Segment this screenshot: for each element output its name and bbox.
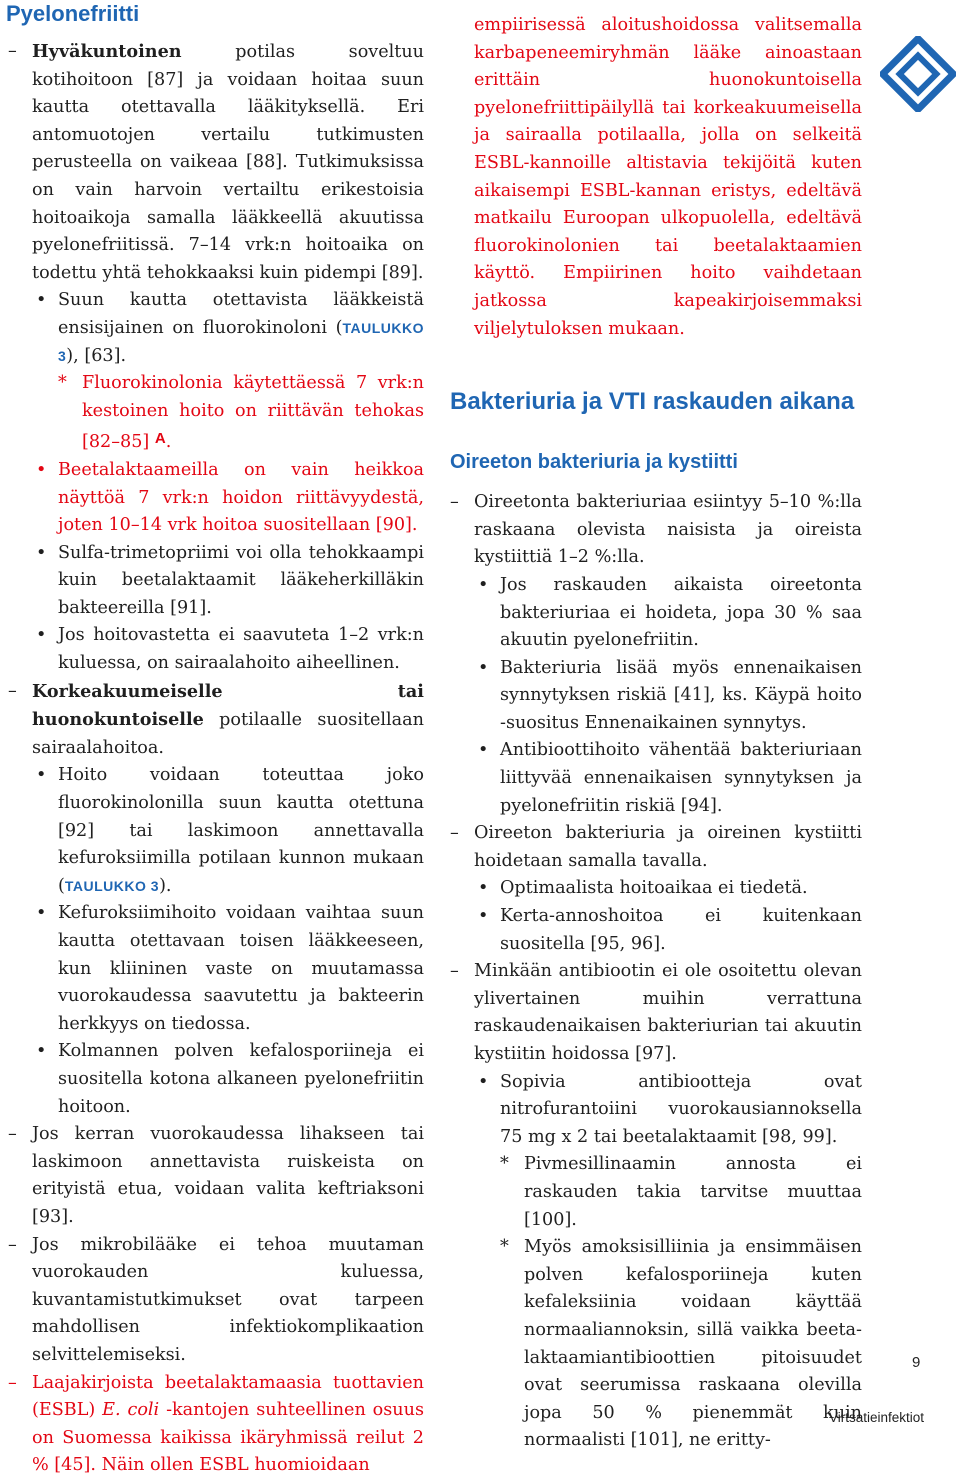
list-item: – Oireeton bakteriuria ja oireinen kystiitti hoidetaan samalla tavalla. xyxy=(448,820,862,875)
subsection-heading: Oireeton bakteriuria ja kystiitti xyxy=(450,451,738,474)
bullet-marker: • xyxy=(478,1071,489,1092)
dash-marker: – xyxy=(8,41,17,61)
list-item: • Sulfa-trimetopriimi voi olla tehokkaampi kuin beetalaktaamit lääkeherkilläkin bakteereilla [91]. xyxy=(6,540,424,623)
list-item: – Minkään antibiootin ei ole osoitettu olevan ylivertainen muihin verrattuna raskaudenaikaisen bakteriurian tai akuutin kystiitin hoidossa [97]. xyxy=(448,958,862,1068)
continued-paragraph: empiirisessä aloitushoidossa valitsemalla karbapeneemiryhmän lääke ainoastaan erittäin huonokuntoisella pyelonefriittipäilyllä tai korkeakuumeisella ja sairaalla potilaalla, jolla on selkeitä ESBL-kannoille altistavia tekijöitä kuten aikaisempi ESBL-kannan eristys, edeltävä matkailu Euroopan ulkopuolella, edeltävä fluorokinolonien tai beetalaktaamien käyttö. Empiirinen hoito vaihdetaan jatkossa kapeakirjoisemmaksi viljelytuloksen mukaan. xyxy=(474,15,862,339)
dash-marker: – xyxy=(450,492,459,513)
bullet-marker: • xyxy=(36,1041,47,1062)
dash-marker: – xyxy=(450,961,459,982)
list-item: • Jos hoitovastetta ei saavuteta 1–2 vrk:n kuluessa, on sairaalahoito aiheellinen. xyxy=(6,622,424,677)
dash-marker: – xyxy=(8,680,17,701)
diamond-logo-icon xyxy=(880,36,956,112)
list-item: – Jos mikrobilääke ei tehoa muutaman vuorokauden kuluessa, kuvantamistutkimukset ovat tarpeen mahdollisen infektiokomplikaation selvittelemiseksi. xyxy=(6,1232,424,1370)
list-item: • Hoito voidaan toteuttaa joko fluorokinolonilla suun kautta otettuna [92] tai laskimoon annettavalla kefuroksiimilla potilaan kunnon mukaan (TAULUKKO 3). xyxy=(6,762,424,900)
list-item: • Beetalaktaameilla on vain heikkoa näyttöä 7 vrk:n hoidon riittävyydestä, joten 10–14 vrk hoitoa suositellaan [90]. xyxy=(6,457,424,540)
list-item: • Kerta-annoshoitoa ei kuitenkaan suositella [95, 96]. xyxy=(448,903,862,958)
list-item: * Myös amoksisilliinia ja ensimmäisen polven kefalosporiineja kuten kefaleksiinia voidaan käyttää normaaliannoksin, sillä vaikka beeta-laktaamiantibioottien pitoisuudet ovat seerumissa raskaana olevilla jopa 50 % pienemmät kuin normaalisti [101], ne eritty- xyxy=(448,1234,862,1455)
bullet-marker: • xyxy=(36,290,47,311)
section-heading: Bakteriuria ja VTI raskauden aikana xyxy=(450,388,855,416)
list-item: * Fluorokinolonia käytettäessä 7 vrk:n kestoinen hoito on riittävän tehokas [82–85] A. xyxy=(6,370,424,457)
right-column xyxy=(448,0,862,1455)
bullet-marker: • xyxy=(36,542,47,563)
list-item: • Antibioottihoito vähentää bakteriuriaan liittyvää ennenaikaisen synnytyksen ja pyelonefriitin riskiä [94]. xyxy=(448,737,862,820)
evidence-grade: A xyxy=(154,430,166,448)
list-item: • Bakteriuria lisää myös ennenaikaisen synnytyksen riskiä [41], ks. Käypä hoito -suositus Ennenaikainen synnytys. xyxy=(448,655,862,738)
footer-title: Virtsatieinfektiot xyxy=(828,1410,924,1425)
list-item: – Hyväkuntoinen potilas soveltuu kotihoitoon [87] ja voidaan hoitaa suun kautta otettavalla lääkityksellä. Eri antomuotojen vertailu tutkimusten perusteella on vaikeaa [88]. Tutkimuksissa on vain harvoin vertailtu erikestoisia hoitoaikoja samalla lääkkeellä akuutissa pyelonefriitissä. 7–14 vrk:n hoitoaika on todettu yhtä tehokkaaksi kuin pidempi [89]. xyxy=(6,38,424,287)
list-item: – Oireetonta bakteriuriaa esiintyy 5–10 %:lla raskaana olevista naisista ja oireista kystiittiä 1–2 %:lla. xyxy=(448,489,862,572)
bullet-marker: • xyxy=(36,765,47,786)
dash-marker: – xyxy=(8,1234,17,1255)
list-item: * Pivmesillinaamin annosta ei raskauden takia tarvitse muuttaa [100]. xyxy=(448,1151,862,1234)
section-title: Pyelonefriitti xyxy=(6,1,140,26)
bullet-marker: • xyxy=(478,906,489,927)
page-number: 9 xyxy=(912,1354,921,1371)
star-marker: * xyxy=(500,1154,509,1175)
list-item: • Sopivia antibiootteja ovat nitrofurantoiini vuorokausiannoksella 75 mg x 2 tai beetalaktaamit [98, 99]. xyxy=(448,1069,862,1152)
dash-marker: – xyxy=(8,1372,17,1393)
dash-marker: – xyxy=(8,1124,17,1145)
star-marker: * xyxy=(500,1237,509,1258)
bullet-marker: • xyxy=(478,657,489,678)
list-item: – Korkeakuumeiselle tai huonokuntoiselle potilaalle suositellaan sairaalahoitoa. xyxy=(6,678,424,763)
bullet-marker: • xyxy=(36,903,47,924)
bullet-marker: • xyxy=(478,740,489,761)
bullet-marker: • xyxy=(478,878,489,899)
bullet-marker: • xyxy=(36,459,47,480)
list-item: – Jos kerran vuorokaudessa lihakseen tai laskimoon annettavista ruiskeista on erityistä etua, voidaan valita keftriaksoni [93]. xyxy=(6,1121,424,1231)
list-item: • Suun kautta otettavista lääkkeistä ensisijainen on fluorokinoloni (TAULUKKO 3), [63]. xyxy=(6,287,424,370)
list-item: – Laajakirjoista beetalaktamaasia tuottavien (ESBL) E. coli -kantojen suhteellinen osuus on Suomessa kaikissa ikäryhmissä reilut 2 % [45]. Näin ollen ESBL huomioidaan xyxy=(6,1370,424,1480)
list-item: • Jos raskauden aikaista oireetonta bakteriuriaa ei hoideta, jopa 30 % saa akuutin pyelonefriitin. xyxy=(448,572,862,655)
bullet-marker: • xyxy=(478,574,489,595)
list-item: • Kefuroksiimihoito voidaan vaihtaa suun kautta otettavaan toisen lääkkeeseen, kun kliininen vaste on muutamassa vuorokaudessa saavutettu ja bakteerin herkkyys on tiedossa. xyxy=(6,900,424,1038)
left-column xyxy=(6,0,424,1480)
list-item: • Kolmannen polven kefalosporiineja ei suositella kotona alkaneen pyelonefriitin hoitoon. xyxy=(6,1038,424,1121)
star-marker: * xyxy=(58,373,67,394)
bullet-marker: • xyxy=(36,625,47,646)
table-reference-link[interactable]: TAULUKKO 3 xyxy=(64,877,160,894)
table-reference-link[interactable]: TAULUKKO 3 xyxy=(58,319,424,364)
dash-marker: – xyxy=(450,823,459,844)
list-item: • Optimaalista hoitoaikaa ei tiedetä. xyxy=(448,875,862,903)
